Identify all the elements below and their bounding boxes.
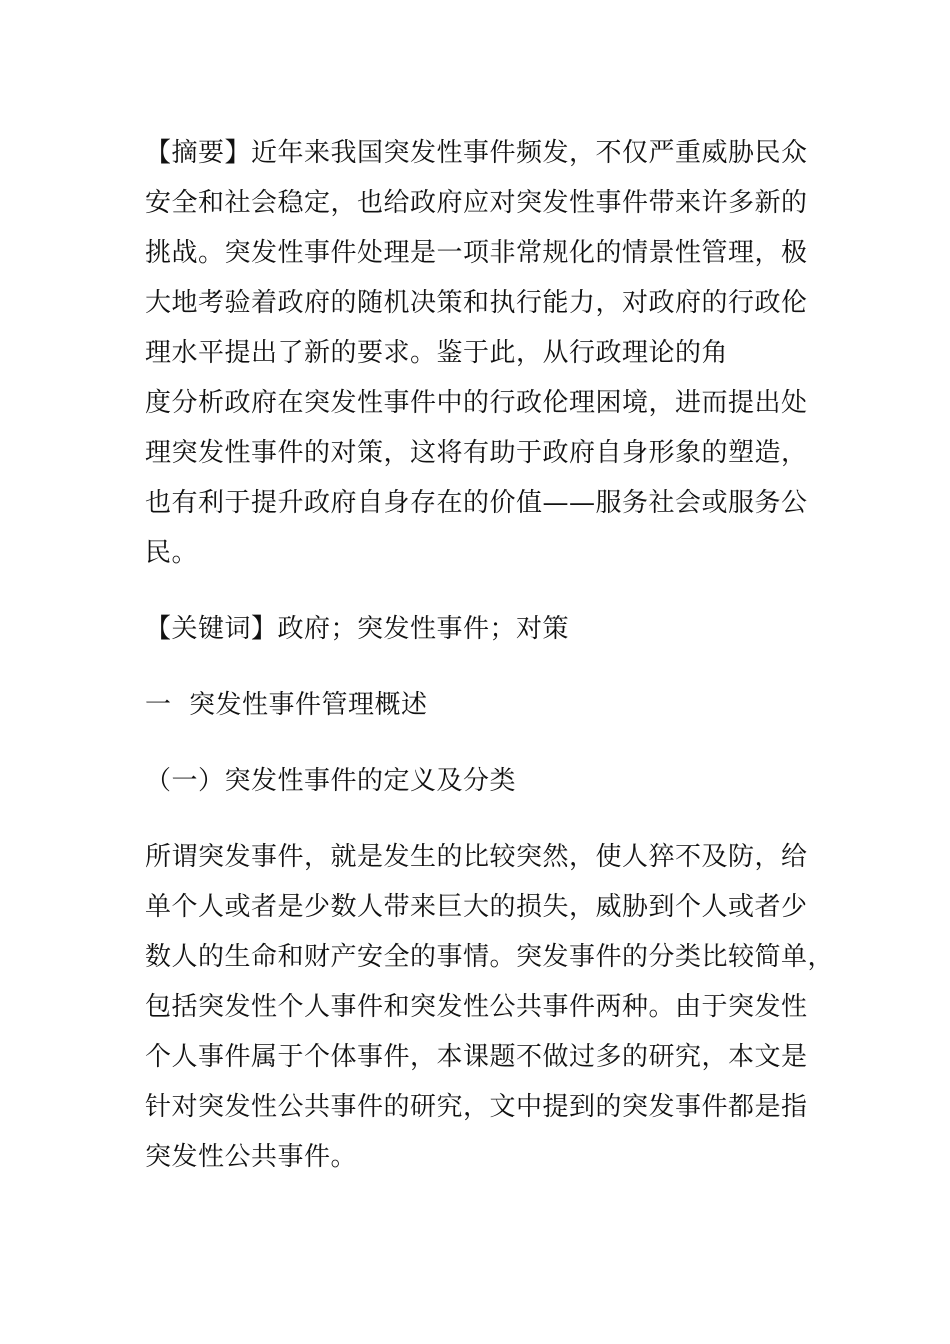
body-line: 突发性公共事件。 — [145, 1142, 358, 1172]
abstract-line: 挑战。突发性事件处理是一项非常规化的情景性管理，极 — [145, 238, 808, 268]
abstract-line: 安全和社会稳定，也给政府应对突发性事件带来许多新的 — [145, 188, 808, 218]
abstract-line: 民。 — [145, 538, 199, 568]
abstract-line: 度分析政府在突发性事件中的行政伦理困境，进而提出处 — [145, 388, 808, 418]
abstract-line: 理突发性事件的对策，这将有助于政府自身形象的塑造， — [145, 438, 808, 468]
abstract-line: 理水平提出了新的要求。鉴于此，从行政理论的角 — [145, 338, 729, 368]
body-paragraph — [145, 832, 835, 1182]
paragraph-gap — [145, 730, 795, 756]
abstract-line: 也有利于提升政府自身存在的价值——服务社会或服务公 — [145, 488, 808, 518]
section-heading: 一 突发性事件管理概述 — [145, 690, 428, 720]
keywords-line: 【关键词】政府；突发性事件；对策 — [145, 614, 570, 644]
abstract-line: 【摘要】近年来我国突发性事件频发，不仅严重威胁民众 — [145, 138, 808, 168]
body-line: 个人事件属于个体事件，本课题不做过多的研究，本文是 — [145, 1042, 808, 1072]
body-line: 单个人或者是少数人带来巨大的损失，威胁到个人或者少 — [145, 892, 808, 922]
body-line: 针对突发性公共事件的研究，文中提到的突发事件都是指 — [145, 1092, 808, 1122]
paragraph-gap — [145, 806, 795, 832]
subsection-heading: （一）突发性事件的定义及分类 — [145, 766, 517, 796]
abstract-line: 大地考验着政府的随机决策和执行能力，对政府的行政伦 — [145, 288, 808, 318]
body-line: 所谓突发事件，就是发生的比较突然，使人猝不及防，给 — [145, 842, 808, 872]
document-page — [145, 128, 835, 1182]
paragraph-gap — [145, 578, 795, 604]
paragraph-gap — [145, 654, 795, 680]
body-line: 包括突发性个人事件和突发性公共事件两种。由于突发性 — [145, 992, 808, 1022]
body-line: 数人的生命和财产安全的事情。突发事件的分类比较简单， — [145, 942, 835, 972]
abstract-paragraph — [145, 128, 808, 578]
